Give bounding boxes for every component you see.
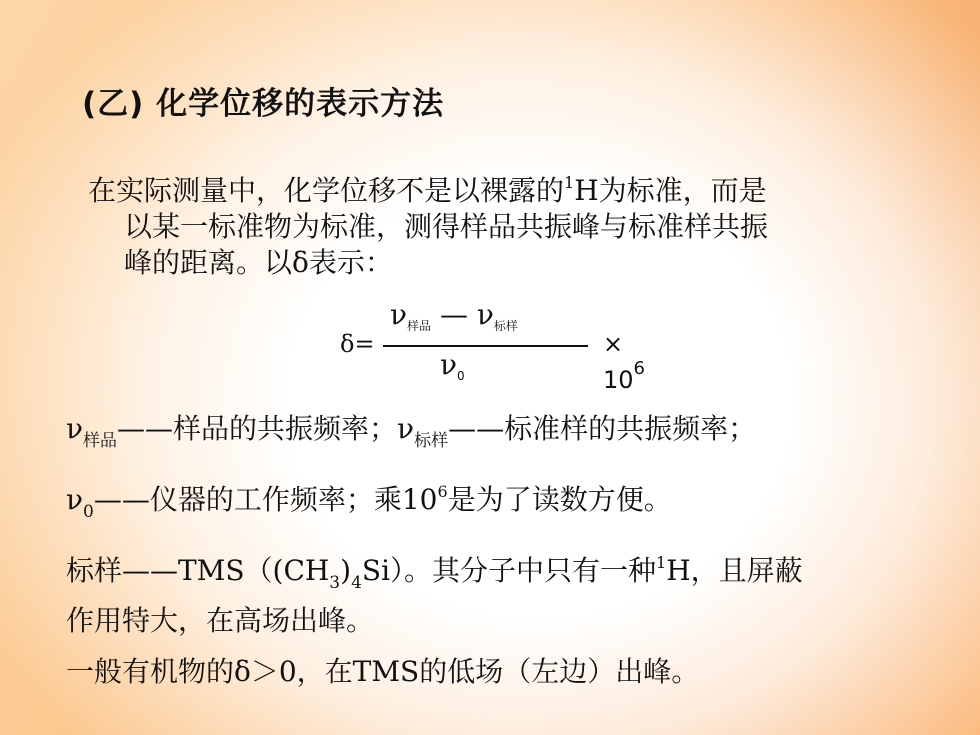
nu-symbol: ν <box>66 483 84 516</box>
subscript-zero: 0 <box>83 502 94 522</box>
definition-nu-sample <box>66 410 946 460</box>
definition-text: 是为了读数方便。 <box>447 483 672 516</box>
formula-multiplier <box>603 330 670 394</box>
definition-text: Si）。其分子中只有一种 <box>361 554 657 587</box>
intro-line-1-text: 在实际测量中，化学位移不是以裸露的 <box>88 174 565 207</box>
subscript: 4 <box>351 573 362 593</box>
definition-general: 一般有机物的δ＞0，在TMS的低场（左边）出峰。 <box>66 655 700 688</box>
delta-formula <box>340 298 670 394</box>
slide-title: (乙) 化学位移的表示方法 <box>82 86 445 122</box>
times-ten: × 10 <box>603 330 634 394</box>
definition-text: ——样品的共振频率； <box>117 412 398 445</box>
definition-text: 标样——TMS（(CH <box>66 554 330 587</box>
definition-nu-zero <box>66 473 946 531</box>
definition-tms <box>66 544 946 602</box>
intro-line-1 <box>88 165 888 209</box>
nu-symbol: ν <box>440 348 458 381</box>
intro-paragraph <box>88 165 888 281</box>
exponent: 6 <box>437 482 448 501</box>
subscript-standard: 标样 <box>414 431 449 451</box>
formula-numerator <box>390 298 518 334</box>
definition-text: H，且屏蔽 <box>666 554 803 587</box>
isotope-superscript: 1 <box>564 173 575 192</box>
fraction-bar <box>383 345 588 347</box>
nu-symbol: ν <box>66 412 84 445</box>
intro-line-3: 峰的距离。以δ表示： <box>124 246 393 279</box>
nu-symbol: ν <box>397 412 415 445</box>
exponent: 6 <box>633 358 645 379</box>
definitions <box>66 410 946 691</box>
nu-symbol: ν <box>476 298 494 331</box>
subscript-standard: 标样 <box>493 319 518 333</box>
definition-tms-line-2: 作用特大，在高场出峰。 <box>66 604 375 637</box>
formula-denominator <box>440 348 465 383</box>
formula-lhs: δ= <box>340 330 375 358</box>
definition-text: ——仪器的工作频率；乘10 <box>93 483 438 516</box>
definition-text: ——标准样的共振频率； <box>448 412 757 445</box>
isotope-superscript: 1 <box>656 553 667 572</box>
nu-symbol: ν <box>390 298 408 331</box>
intro-line-2: 以某一标准物为标准，测得样品共振峰与标准样共振 <box>124 210 769 243</box>
intro-line-1-text-end: H为标准，而是 <box>574 174 767 207</box>
subscript: 3 <box>329 573 341 593</box>
subscript-zero: 0 <box>457 369 465 383</box>
subscript-sample: 样品 <box>407 319 432 333</box>
subscript-sample: 样品 <box>83 431 118 451</box>
minus-sign: — <box>431 298 477 331</box>
definition-text: ) <box>340 554 352 587</box>
